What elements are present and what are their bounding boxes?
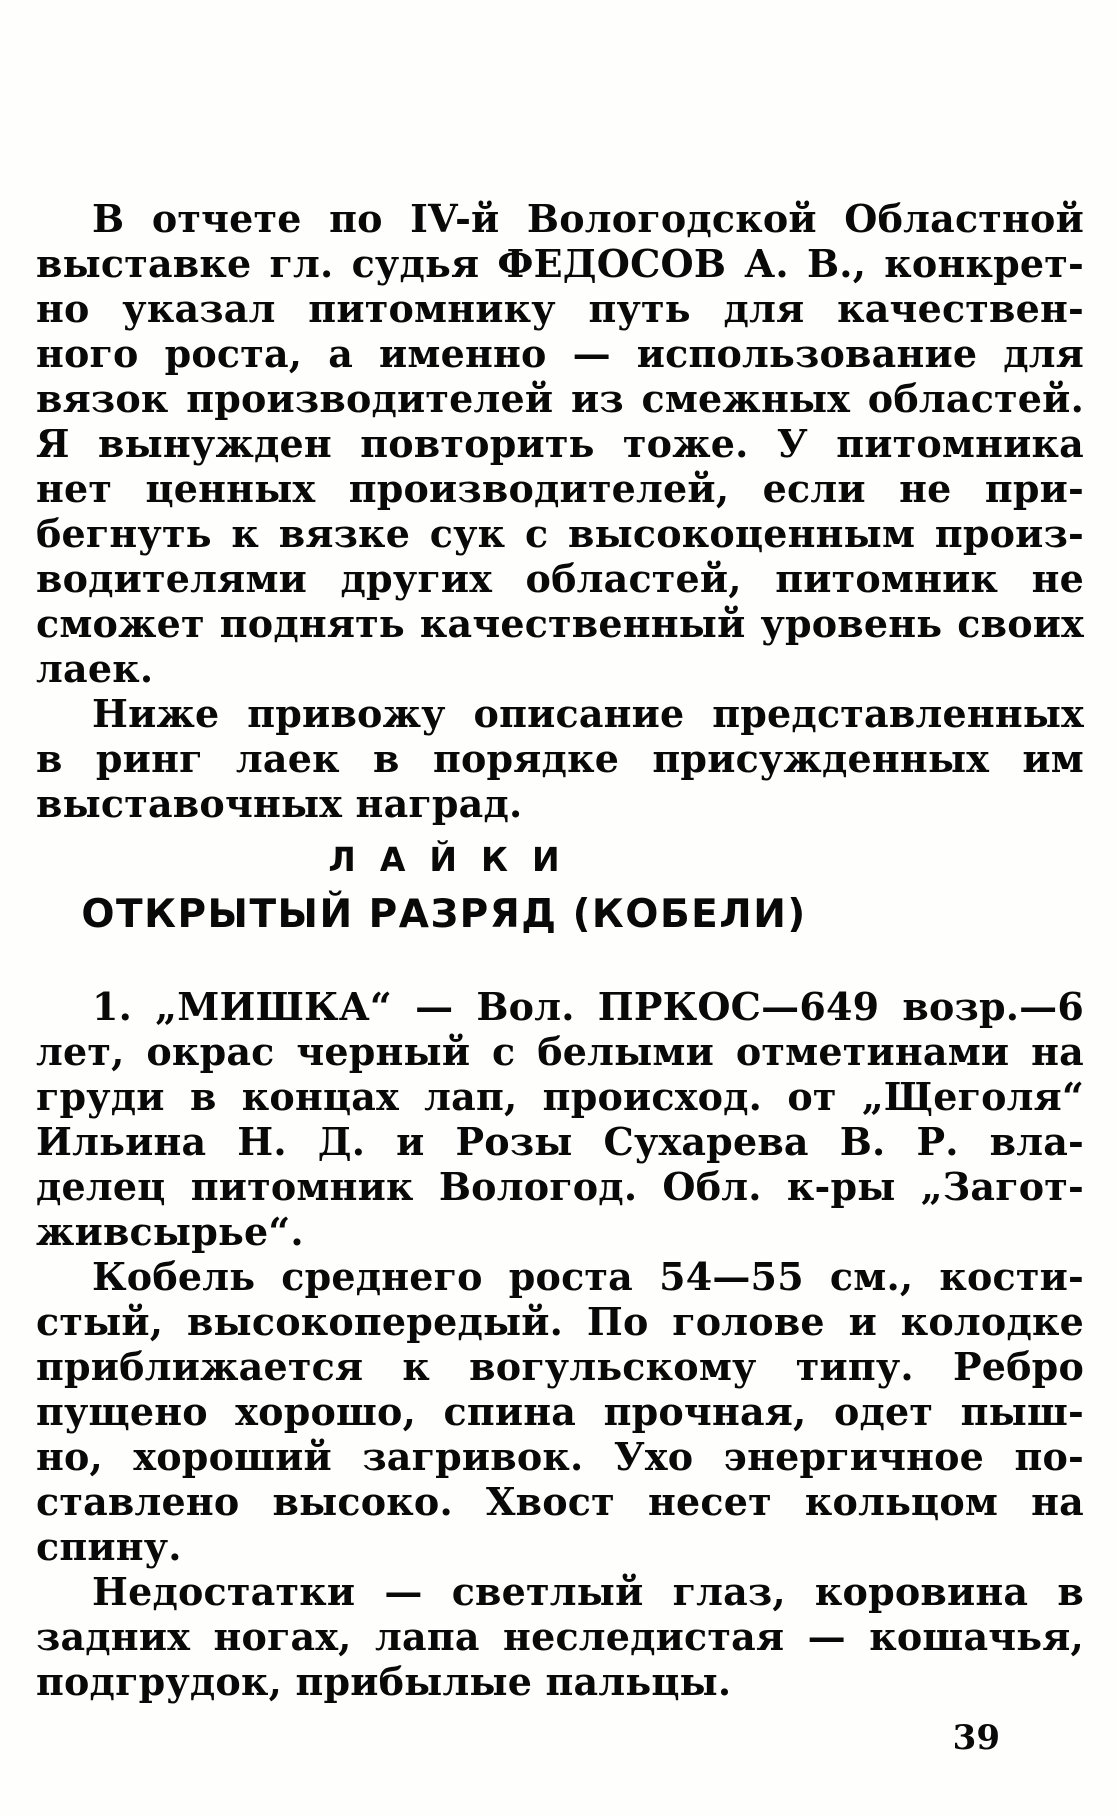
text-line: подгрудок, прибылые пальцы. (36, 1659, 732, 1704)
text-line: лет, окрас черный с белыми отметинами на (36, 1029, 1084, 1074)
text-line: Я вынужден повторить тоже. У питомника (36, 421, 1084, 466)
text-line: В отчете по IV-й Вологодской Областной (92, 196, 1084, 241)
text-line: ставлено высоко. Хвост несет кольцом на (36, 1479, 1084, 1524)
text-line: в ринг лаек в порядке присужденных им (36, 736, 1084, 781)
text-line: Ильина Н. Д. и Розы Сухарева В. Р. вла- (36, 1119, 1084, 1164)
text-line: сможет поднять качественный уровень своих (36, 601, 1084, 646)
text-line: спину. (36, 1524, 182, 1569)
text-line: вязок производителей из смежных областей. (36, 376, 1084, 421)
text-line: но указал питомнику путь для качествен- (36, 286, 1084, 331)
headings-block (36, 840, 852, 938)
text-line: выставочных наград. (36, 781, 523, 826)
text-line: пущено хорошо, спина прочная, одет пыш- (36, 1389, 1084, 1434)
text-line: приближается к вогульскому типу. Ребро (36, 1344, 1084, 1389)
text-line: живсырье“. (36, 1209, 304, 1254)
subsection-heading: ОТКРЫТЫЙ РАЗРЯД (КОБЕЛИ) (81, 892, 807, 937)
paragraph-flaws (36, 1569, 1084, 1704)
section-heading: ЛАЙКИ (328, 840, 584, 879)
text-line: Недостатки — светлый глаз, коровина в (92, 1569, 1084, 1614)
text-line: ного роста, а именно — использование для (36, 331, 1084, 376)
paragraph-announce (36, 691, 1084, 826)
text-column (36, 196, 1084, 1704)
text-line: лаек. (36, 646, 154, 691)
text-line: груди в концах лап, происход. от „Щеголя“ (36, 1074, 1084, 1119)
text-line: выставке гл. судья ФЕДОСОВ А. В., конкрет- (36, 241, 1084, 286)
text-line: бегнуть к вязке сук с высокоценным произ- (36, 511, 1084, 556)
text-line: делец питомник Вологод. Обл. к-ры „Загот- (36, 1164, 1084, 1209)
text-line: нет ценных производителей, если не при- (36, 466, 1084, 511)
text-line: но, хороший загривок. Ухо энергичное по- (36, 1434, 1084, 1479)
text-line: 1. „МИШКА“ — Вол. ПРКОС—649 возр.—6 (92, 984, 1084, 1029)
paragraph-entry-mishka (36, 984, 1084, 1254)
text-line: стый, высокопередый. По голове и колодке (36, 1299, 1084, 1344)
text-line: водителями других областей, питомник не (36, 556, 1084, 601)
text-line: Ниже привожу описание представленных (92, 691, 1084, 736)
text-line: Кобель среднего роста 54—55 см., кости- (92, 1254, 1084, 1299)
paragraph-intro (36, 196, 1084, 691)
paragraph-description (36, 1254, 1084, 1569)
page-number: 39 (952, 1718, 1000, 1758)
text-line: задних ногах, лапа неследистая — кошачья, (36, 1614, 1084, 1659)
